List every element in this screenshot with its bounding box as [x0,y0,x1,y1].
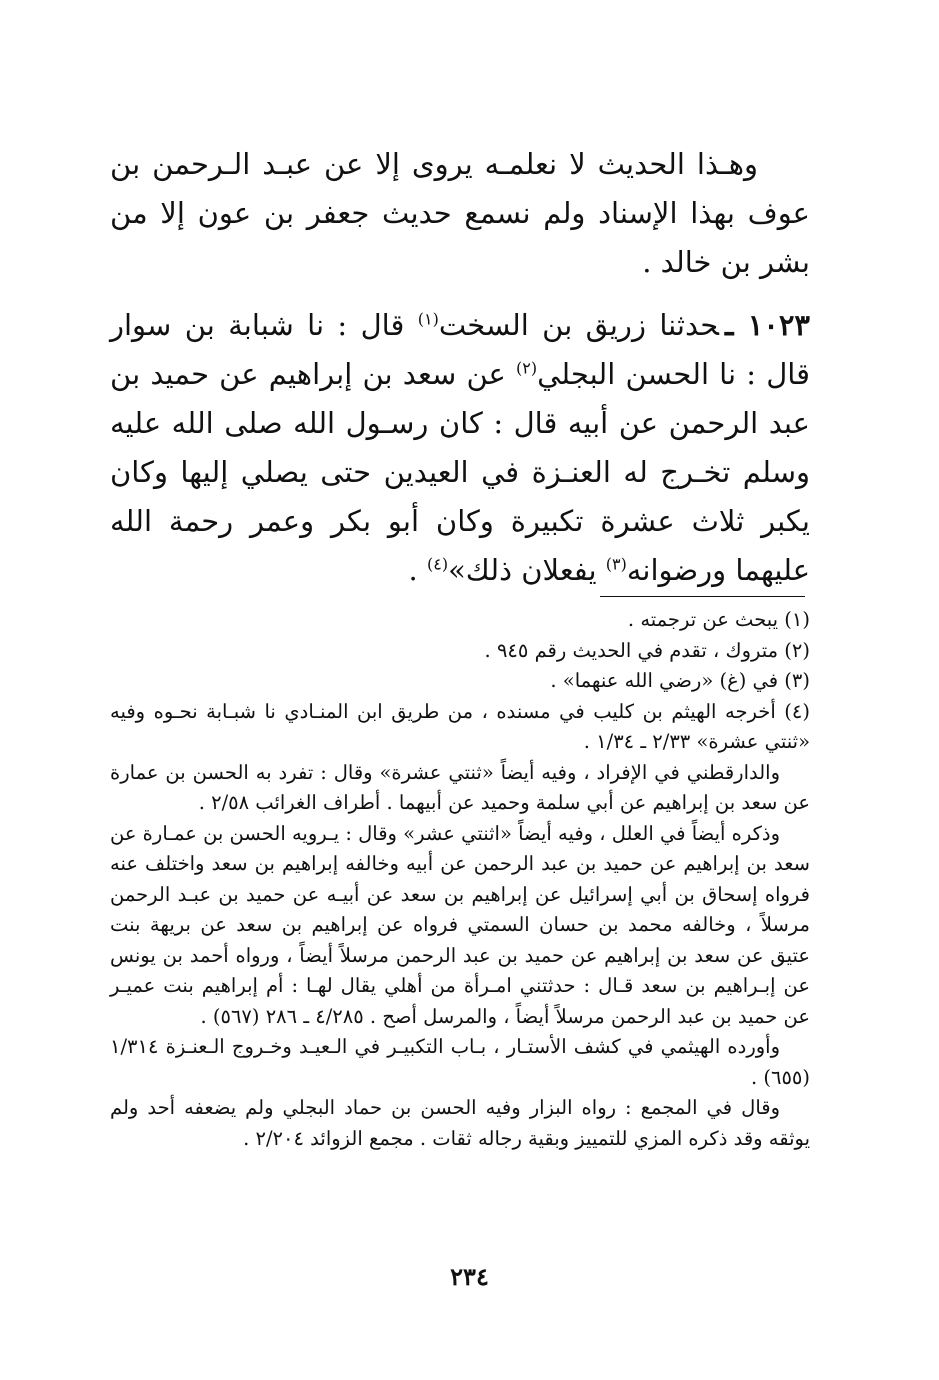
footnote-1: (١) يبحث عن ترجمته . [627,608,810,631]
page-number: ٢٣٤ [450,1262,489,1291]
footnote-2: (٢) متروك ، تقدم في الحديث رقم ٩٤٥ . [484,638,810,662]
hadith-text-part1: حدثنا زريق بن السخت [438,308,719,342]
footnote-4-daraqutni-ilal: وذكره أيضاً في العلل ، وفيه أيضاً «اثنتي عشر» وقال : يـرويه الحسن بن عمـارة عن سعد بن إبراهيم عن حميد بن عبد الرحمن عن أبيه وخالفه إبراهيم بن سعد واختلف عنه فرواه إسحاق بن أبي إسرائيل عن إبراهيم بن سعد عن أبيـه عن حميد بن عبـد الرحمن مرسلاً ، وخالفه محمد بن حسان السمتي فرواه عن إبراهيم بن سعد عن بريهة بنت عتيق عن سعد بن إبراهيم عن حميد بن عبد الرحمن مرسلاً أيضاً ، ورواه أحمد بن يونس عن إبـراهيم بن سعد قـال : حدثتني امـرأة من أهلي يقال لهـا : أم إبراهيم بنت عميـر عن حميد بن عبد الرحمن مرسلاً أيضاً ، والمرسل أصح . ٤/٢٨٥ ـ ٢٨٦ (٥٦٧) . [110,821,810,1028]
footnote-4-haythami-kashf: وأورده الهيثمي في كشف الأستـار ، بـاب التكبيـر في الـعيـد وخـروج الـعنـزة ١/٣١٤ (٦٥٥) . [110,1035,810,1089]
footnote-4: (٤) أخرجه الهيثم بن كليب في مسنده ، من طريق ابن المنـادي نا شبـابة نحـوه وفيه «ثنتي عشرة» ٢/٣٣ ـ ١/٣٤ . [110,699,810,753]
hadith-text-part2: قال : نا شبابة بن سوار قال : نا الحسن البجلي [110,308,810,391]
hadith-paragraph [110,301,810,595]
hadith-number: ١٠٢٣ ـ [724,308,811,342]
hadith-text-part4: يفعلان ذلك» [448,553,606,587]
footnote-3: (٣) في (غ) «رضي الله عنهما» . [550,669,810,692]
footnote-ref-2: (٢) [516,358,538,378]
narration-note: وهـذا الحديث لا نعلمـه يروى إلا عن عبـد الـرحمن بن عوف بهذا الإسناد ولم نسمع حديث جعفر بن عون إلا من بشر بن خالد . [110,147,810,279]
footnote-ref-1: (١) [417,309,439,329]
main-text-block [110,140,810,595]
footnote-4-daraqutni-ifrad: والدارقطني في الإفراد ، وفيه أيضاً «ثنتي عشرة» وقال : تفرد به الحسن بن عمارة عن سعد بن إبراهيم عن أبي سلمة وحميد عن أبيهما . أطراف الغرائب ٢/٥٨ . [110,760,810,814]
footnote-ref-3: (٣) [605,554,627,574]
footnote-divider [600,596,805,597]
footnote-4-majma: وقال في المجمع : رواه البزار وفيه الحسن بن حماد البجلي ولم يضعفه أحد ولم يوثقه وقد ذكره المزي للتمييز وبقية رجاله ثقات . مجمع الزوائد ٢/٢٠٤ . [110,1096,810,1150]
footnote-ref-4: (٤) [426,554,449,574]
hadith-text-part3: عن سعد بن إبراهيم عن حميد بن عبد الرحمن عن أبيه قال : كان رسـول الله صلى الله عليه وسلم تخـرج له العنـزة في العيدين حتى يصلي إليها وكان يكبر ثلاث عشرة تكبيرة وكان أبو بكر وعمر رحمة الله عليهما ورضوانه [110,357,810,587]
hadith-text-end: . [408,553,427,587]
footnotes-block [110,605,810,1154]
